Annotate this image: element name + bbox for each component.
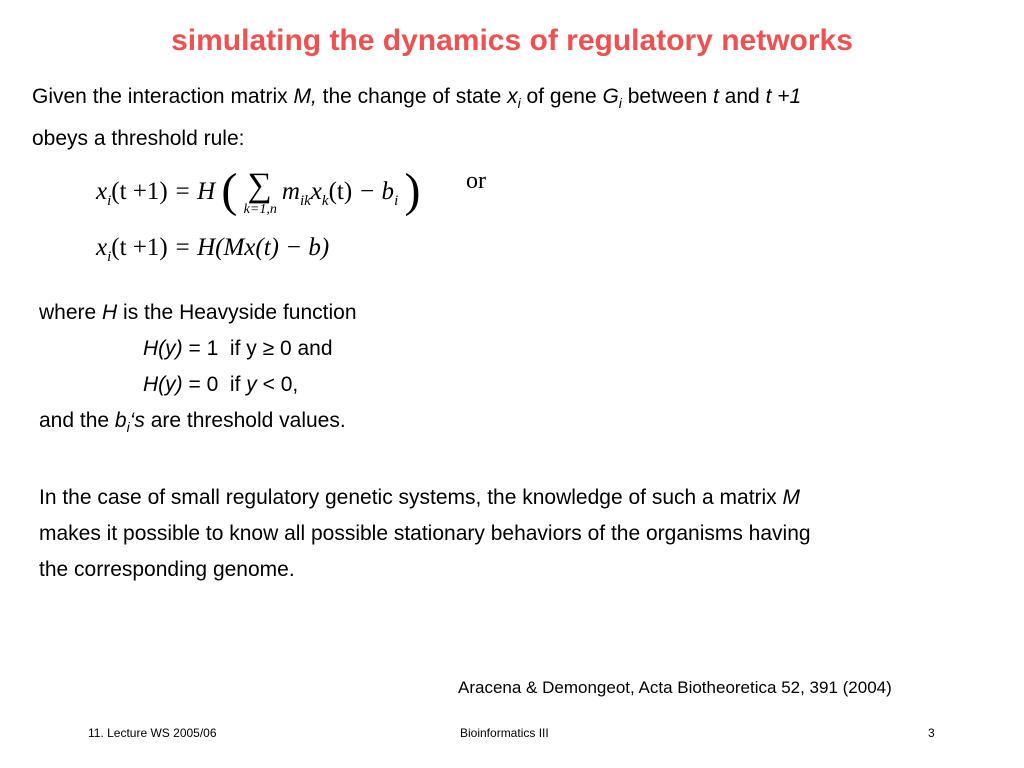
case1-rule: = 1 if y ≥ 0 and xyxy=(182,337,333,360)
gene-index: i xyxy=(618,95,622,112)
footer-left: 11. Lecture WS 2005/06 xyxy=(88,726,217,740)
intro-text-b: the change of state xyxy=(316,85,508,108)
gene-symbol: G xyxy=(602,85,619,108)
intro-text xyxy=(32,79,992,157)
matrix-symbol: M, xyxy=(293,85,317,108)
intro-text-a: Given the interaction matrix xyxy=(32,85,294,108)
intro-line-1 xyxy=(32,79,992,121)
eq1-heaviside: = H xyxy=(167,178,216,205)
heaviside-symbol: H xyxy=(102,301,118,324)
intro-line-2: obeys a threshold rule: xyxy=(32,127,245,151)
equation-1: $x_i(t +1) = H$ ( ∑ k=1,n $m_{ik}x_k(t) - b_i$ ) xyxy=(96,164,421,218)
footer-center: Bioinformatics III xyxy=(460,726,549,740)
eq1-xk: x xyxy=(310,178,322,205)
state-symbol: x xyxy=(507,85,518,108)
eq1-b-index: i xyxy=(394,193,399,209)
conclusion-line-2: makes it possible to know all possible stationary behaviors of the organisms having xyxy=(39,522,811,545)
next-time-symbol: t +1 xyxy=(765,85,802,108)
page-number: 3 xyxy=(928,726,935,740)
threshold-text-b: are threshold values. xyxy=(144,409,346,432)
intro-text-e: and xyxy=(718,85,766,108)
heaviside-case-2 xyxy=(39,367,979,403)
conclusion-paragraph xyxy=(39,480,999,588)
eq1-m-index: ik xyxy=(299,193,311,209)
eq1-x-index: i xyxy=(107,193,112,209)
case1-fn: H(y) xyxy=(143,337,183,360)
case2-fn: H(y) xyxy=(143,373,183,396)
where-text: where xyxy=(39,301,103,324)
threshold-text-a: and the xyxy=(39,409,115,432)
eq1-m: m xyxy=(281,178,300,205)
heaviside-desc: is the Heavyside function xyxy=(117,301,357,324)
conclusion-line-1 xyxy=(39,480,999,516)
conclusion-matrix: M xyxy=(782,486,801,509)
time-symbol: t xyxy=(713,85,719,108)
sum-symbol: ∑ xyxy=(247,167,272,205)
heaviside-block xyxy=(39,295,979,445)
threshold-line xyxy=(39,403,979,445)
sum-limits: k=1,n xyxy=(243,202,277,218)
eq2-rhs: = H(Mx(t) − b) xyxy=(167,234,330,261)
eq1-xk-index: k xyxy=(321,193,329,209)
threshold-b: b xyxy=(114,409,127,432)
eq2-lhs-arg: (t +1) xyxy=(111,234,168,261)
heaviside-case-1 xyxy=(39,331,979,367)
threshold-plural: ‘s xyxy=(129,409,145,432)
or-label: or xyxy=(466,168,486,194)
intro-text-d: between xyxy=(621,85,713,108)
conclusion-text-a: In the case of small regulatory genetic systems, the knowledge of such a matrix xyxy=(39,486,783,509)
eq1-x: x xyxy=(96,178,108,205)
case2-y: y xyxy=(246,373,257,396)
eq2-x-index: i xyxy=(107,249,112,265)
slide-title: simulating the dynamics of regulatory networks xyxy=(171,24,853,57)
conclusion-line-3: the corresponding genome. xyxy=(39,558,295,581)
case2-rule-b: < 0, xyxy=(256,373,299,396)
threshold-index: i xyxy=(126,419,130,436)
eq1-t-arg: (t) xyxy=(328,178,353,205)
heaviside-intro xyxy=(39,295,979,331)
equation-2 xyxy=(96,234,329,266)
citation: Aracena & Demongeot, Acta Biotheoretica 52, 391 (2004) xyxy=(458,678,892,697)
case2-rule-a: = 0 if xyxy=(182,373,247,396)
eq1-b: − b xyxy=(352,178,395,205)
eq1-lhs-arg: (t +1) xyxy=(111,178,168,205)
state-index: i xyxy=(517,95,521,112)
intro-text-c: of gene xyxy=(520,85,603,108)
eq2-x: x xyxy=(96,234,108,261)
